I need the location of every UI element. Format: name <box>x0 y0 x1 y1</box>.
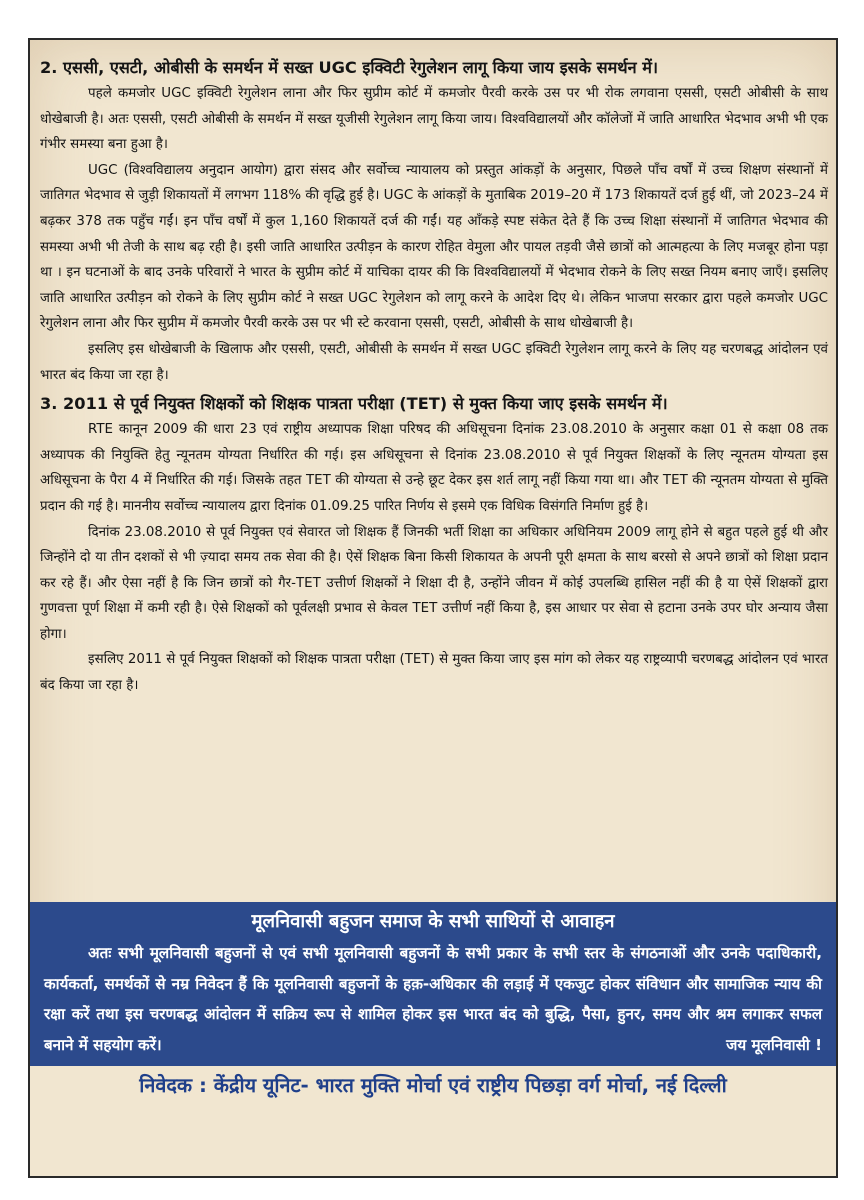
footer <box>30 1066 836 1176</box>
pamphlet-page <box>28 38 838 1178</box>
section-2-heading: 2. एससी, एसटी, ओबीसी के समर्थन में सख्त UGC इक्विटी रेगुलेशन लागू किया जाय इसके समर्थन में। <box>40 58 659 77</box>
section-2-paragraph-2: UGC (विश्वविद्यालय अनुदान आयोग) द्वारा संसद और सर्वोच्च न्यायालय को प्रस्तुत आंकड़ों के अनुसार, पिछले पाँच वर्षों में उच्च शिक्षण संस्थानों में जातिगत भेदभाव से जुड़ी शिकायतों में लगभग 118% की वृद्धि हुई है। UGC के आंकड़ों के मुताबिक 2019–20 में 173 शिकायतें दर्ज हुई थीं, जो 2023–24 में बढ़कर 378 तक पहुँच गईं। इन पाँच वर्षों में कुल 1,160 शिकायतें दर्ज की गईं। यह आँकड़े स्पष्ट संकेत देते हैं कि उच्च शिक्षा संस्थानों में जातिगत भेदभाव की समस्या अभी भी तेजी के साथ बढ़ रही है। इसी जाति आधारित उत्पीड़न के कारण रोहित वेमुला और पायल तड़वी जैसे छात्रों को आत्महत्या के लिए मजबूर होना पड़ा था । इन घटनाओं के बाद उनके परिवारों ने भारत के सुप्रीम कोर्ट में याचिका दायर की कि विश्वविद्यालयों में भेदभाव रोकने के लिए सख्त नियम बनाए जाएँ। इसलिए जाति आधारित उत्पीड़न को रोकने के लिए सुप्रीम कोर्ट ने सख्त UGC रेगुलेशन को लागू करने के आदेश दिए थे। लेकिन भाजपा सरकार द्वारा पहले कमजोर UGC रेगुलेशन लाना और फिर सुप्रीम में कमजोर पैरवी करके उस पर भी स्टे करवाना एससी, एसटी, ओबीसी के साथ धोखेबाजी है। <box>40 162 828 332</box>
appeal-box <box>30 902 836 1066</box>
section-3-paragraph-3: इसलिए 2011 से पूर्व नियुक्त शिक्षकों को शिक्षक पात्रता परीक्षा (TET) से मुक्त किया जाए इस मांग को लेकर यह राष्ट्रव्यापी चरणबद्ध आंदोलन एवं भारत बंद किया जा रहा है। <box>40 652 828 694</box>
section-2-paragraph-1: पहले कमजोर UGC इक्विटी रेगुलेशन लाना और फिर सुप्रीम कोर्ट में कमजोर पैरवी करके उस पर भी रोक लगवाना एससी, एसटी ओबीसी के साथ धोखेबाजी है। अतः एससी, एसटी ओबीसी के समर्थन में सख्त यूजीसी रेगुलेशन लागू किया जाय। विश्वविद्यालयों और कॉलेजों में जाति आधारित भेदभाव अभी भी एक गंभीर समस्या बना हुआ है। <box>40 86 828 153</box>
appeal-title: मूलनिवासी बहुजन समाज के सभी साथियों से आवाहन <box>251 911 615 932</box>
section-3-paragraph-1: RTE कानून 2009 की धारा 23 एवं राष्ट्रीय अध्यापक शिक्षा परिषद की अधिसूचना दिनांक 23.08.2010 के अनुसार कक्षा 01 से कक्षा 08 तक अध्यापक की नियुक्ति हेतु न्यूनतम योग्यता निर्धारित की गई। इस अधिसूचना से दिनांक 23.08.2010 से पूर्व नियुक्त शिक्षकों के लिए न्यूनतम योग्यता इस अधिसूचना के पैरा 4 में निर्धारित की गई। जिसके तहत TET की योग्यता से उन्हे छूट देकर इस शर्त लागू नहीं किया गया था। और TET की न्यूनतम योग्यता से मुक्ति प्रदान की गई है। माननीय सर्वोच्च न्यायालय द्वारा दिनांक 01.09.25 पारित निर्णय से इसमे एक विधिक विसंगति निर्माण हुई है। <box>40 422 829 514</box>
section-2-paragraph-3: इसलिए इस धोखेबाजी के खिलाफ और एससी, एसटी, ओबीसी के समर्थन में सख्त UGC इक्विटी रेगुलेशन लागू करने के लिए यह चरणबद्ध आंदोलन एवं भारत बंद किया जा रहा है। <box>40 341 828 383</box>
appeal-closing: जय मूलनिवासी ! <box>726 1035 822 1054</box>
appeal-body <box>44 938 822 1060</box>
section-3-paragraph-2: दिनांक 23.08.2010 से पूर्व नियुक्त एवं सेवारत जो शिक्षक हैं जिनकी भर्ती शिक्षा का अधिकार अधिनियम 2009 लागू होने से बहुत पहले हुई थी और जिन्होंने दो या तीन दशकों से भी ज़्यादा समय तक सेवा की है। ऐसें शिक्षक बिना किसी शिकायत के अपनी पूरी क्षमता के साथ बरसो से अपने छात्रों को शिक्षा प्रदान कर रहे हैं। और ऐसा नहीं है कि जिन छात्रों को गैर-TET उत्तीर्ण शिक्षकों ने शिक्षा दी है, उन्होंने जीवन में कोई उपलब्धि हासिल नहीं की है या ऐसें शिक्षकों द्वारा गुणवत्ता पूर्ण शिक्षा में कमी रही है। ऐसे शिक्षकों को पूर्वलक्षी प्रभाव से केवल TET उत्तीर्ण नहीं किया है, इस आधार पर सेवा से हटाना उनके उपर घोर अन्याय जैसा होगा। <box>40 524 828 642</box>
main-text <box>40 54 828 699</box>
appeal-body-text: अतः सभी मूलनिवासी बहुजनों से एवं सभी मूलनिवासी बहुजनों के सभी प्रकार के सभी स्तर के संगठनाओं और उनके पदाधिकारी, कार्यकर्ता, समर्थकों से नम्र निवेदन हैं कि मूलनिवासी बहुजनों के हक़-अधिकार की लड़ाई में एकजुट होकर संविधान और सामाजिक न्याय की रक्षा करें तथा इस चरणबद्ध आंदोलन में सक्रिय रूप से शामिल होकर इस भारत बंद को बुद्धि, पैसा, हुनर, समय और श्रम लगाकर सफल बनाने में सहयोग करें। <box>44 944 822 1054</box>
footer-issuer: निवेदक : केंद्रीय यूनिट- भारत मुक्ति मोर्चा एवं राष्ट्रीय पिछड़ा वर्ग मोर्चा, नई दिल्ली <box>139 1074 727 1097</box>
section-3-heading: 3. 2011 से पूर्व नियुक्त शिक्षकों को शिक्षक पात्रता परीक्षा (TET) से मुक्त किया जाए इसके समर्थन में। <box>40 394 668 414</box>
